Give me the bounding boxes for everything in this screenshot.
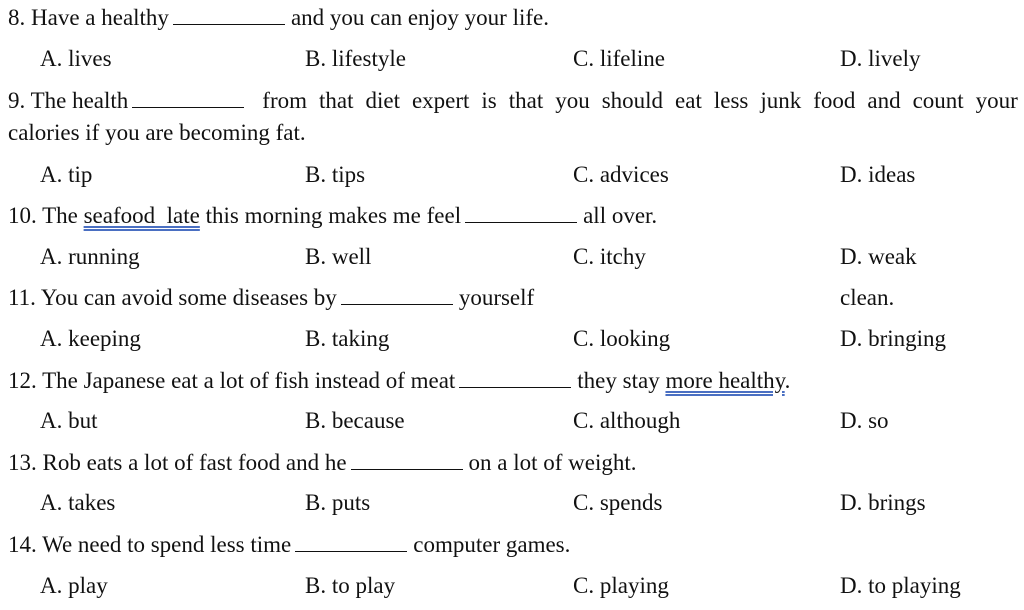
question-text: We need to spend less time [42, 532, 292, 557]
option-c[interactable]: C. lifeline [573, 46, 665, 71]
option-a[interactable]: A. lives [40, 46, 112, 71]
question-line-1 [8, 85, 1018, 117]
answer-blank[interactable] [295, 531, 407, 552]
option-c[interactable]: C. although [573, 408, 681, 433]
option-b[interactable]: B. because [305, 408, 405, 433]
question-text: this morning makes me feel [205, 203, 462, 228]
answer-blank[interactable] [459, 367, 571, 388]
question-word: from [262, 88, 308, 113]
option-a[interactable]: A. keeping [40, 326, 141, 351]
option-b[interactable]: B. well [305, 244, 372, 269]
question-text: The health [30, 88, 129, 113]
option-d[interactable]: D. so [840, 408, 889, 433]
question-number: 14. [8, 532, 37, 557]
option-a[interactable]: A. tip [40, 162, 93, 187]
question-word: is [481, 88, 497, 113]
question-word: and [867, 88, 901, 113]
option-c[interactable]: C. spends [573, 490, 663, 515]
underlined-phrase: seafood late [83, 203, 200, 228]
question-text: Rob eats a lot of fast food and he [42, 450, 347, 475]
question-text: Have a healthy [31, 5, 169, 30]
option-a[interactable]: A. play [40, 573, 108, 598]
option-b[interactable]: B. to play [305, 573, 396, 598]
question-text: on a lot of weight. [468, 450, 637, 475]
question-8 [8, 3, 549, 33]
question-9 [8, 85, 1018, 149]
question-text: yourself [458, 285, 535, 310]
option-d[interactable]: D. to playing [840, 573, 961, 598]
question-word: eat [675, 88, 702, 113]
option-d[interactable]: D. lively [840, 46, 921, 71]
question-word: that [319, 88, 354, 113]
option-a[interactable]: A. but [40, 408, 98, 433]
question-word: count [912, 88, 964, 113]
option-b[interactable]: B. taking [305, 326, 390, 351]
underlined-phrase: more healthy [665, 368, 785, 393]
option-c[interactable]: C. itchy [573, 244, 646, 269]
question-word: food [813, 88, 856, 113]
question-word: expert [411, 88, 470, 113]
question-number: 10. [8, 203, 37, 228]
question-text: computer games. [413, 532, 571, 557]
option-c[interactable]: C. advices [573, 162, 669, 187]
option-d[interactable]: D. brings [840, 490, 926, 515]
question-number: 9. [8, 88, 26, 113]
question-word: that [508, 88, 544, 113]
question-13 [8, 448, 637, 478]
question-12 [8, 366, 790, 396]
question-text: . [784, 368, 791, 393]
answer-blank[interactable] [465, 202, 577, 223]
question-number: 8. [8, 5, 26, 30]
question-number: 11. [8, 285, 36, 310]
question-word: should [601, 88, 664, 113]
question-text: they stay [577, 368, 660, 393]
question-number: 13. [8, 450, 37, 475]
answer-blank[interactable] [341, 284, 453, 305]
option-d[interactable]: D. ideas [840, 162, 916, 187]
option-a[interactable]: A. running [40, 244, 140, 269]
question-text: The Japanese eat a lot of fish instead of meat [42, 368, 456, 393]
option-d[interactable]: D. weak [840, 244, 917, 269]
question-10 [8, 201, 657, 231]
question-word: less [713, 88, 749, 113]
option-c[interactable]: C. looking [573, 326, 671, 351]
option-b[interactable]: B. puts [305, 490, 371, 515]
question-text: The [42, 203, 78, 228]
question-word: diet [365, 88, 400, 113]
question-word: junk [760, 88, 802, 113]
option-b[interactable]: B. lifestyle [305, 46, 406, 71]
option-b[interactable]: B. tips [305, 162, 366, 187]
answer-blank[interactable] [173, 4, 285, 25]
question-14 [8, 530, 570, 560]
question-11 [8, 283, 534, 313]
question-word: you [555, 88, 590, 113]
question-number: 12. [8, 368, 37, 393]
answer-blank[interactable] [351, 449, 463, 470]
option-c[interactable]: C. playing [573, 573, 669, 598]
question-text: You can avoid some diseases by [40, 285, 337, 310]
question-text: all over. [583, 203, 658, 228]
question-text: and you can enjoy your life. [290, 5, 549, 30]
question-word: your [975, 88, 1018, 113]
option-d[interactable]: D. bringing [840, 326, 947, 351]
question-lead [8, 85, 250, 117]
question-11-tail: clean. [840, 285, 895, 310]
question-line-2: calories if you are becoming fat. [8, 120, 306, 145]
option-a[interactable]: A. takes [40, 490, 116, 515]
answer-blank[interactable] [132, 87, 244, 108]
